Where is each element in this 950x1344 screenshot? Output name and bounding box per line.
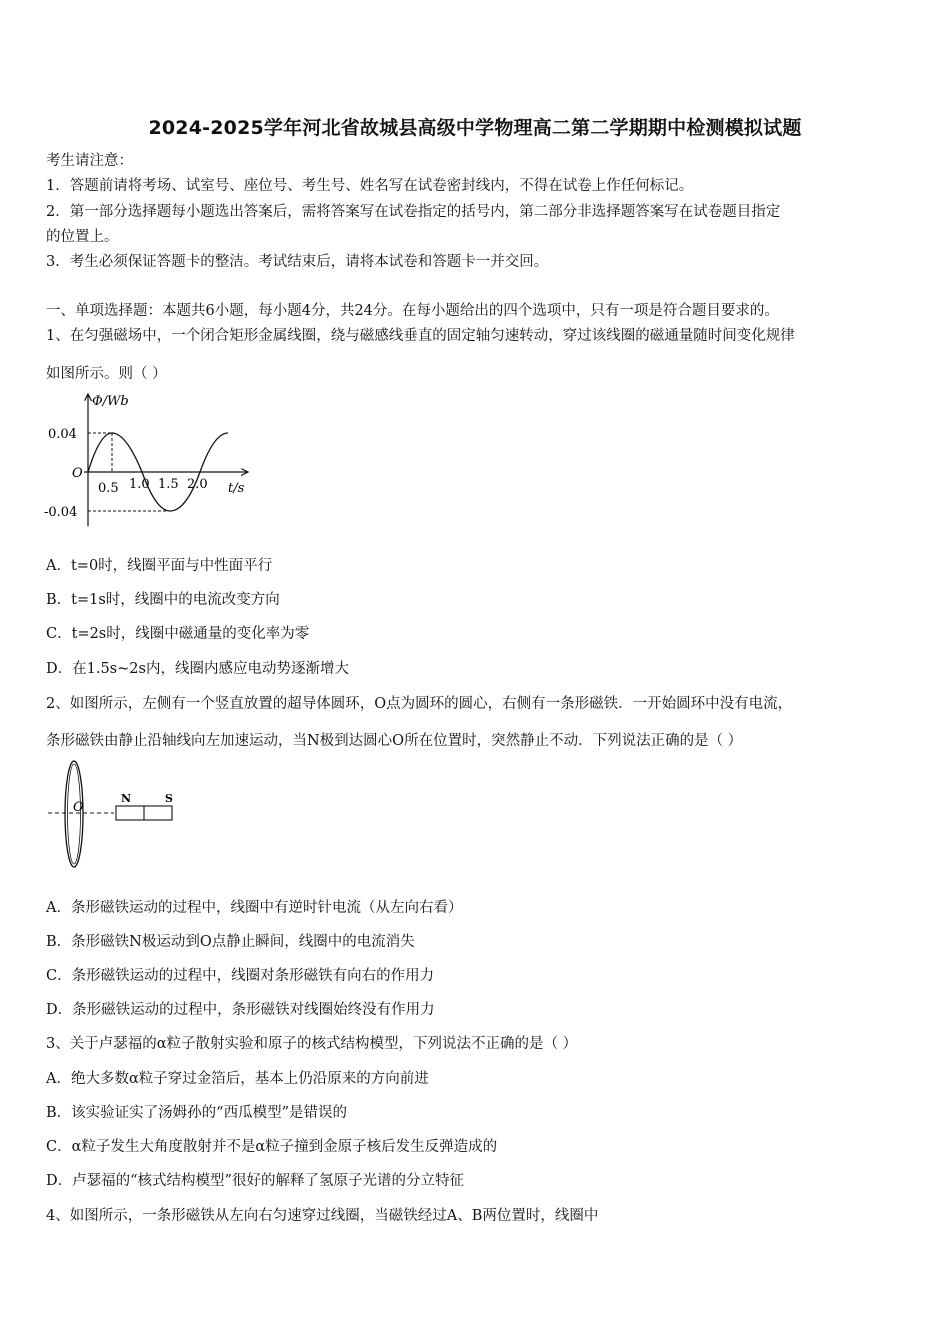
ring-magnet-figure [44,758,184,873]
x-tick-label: 0.5 [98,481,119,496]
notice-heading: 考生请注意： [46,153,133,169]
option-b: B．t=1s时，线圈中的电流改变方向 [46,592,280,608]
notice-item: 1．答题前请将考场、试室号、座位号、考生号、姓名写在试卷密封线内，不得在试卷上作任何标记。 [46,178,694,194]
y-axis-label: Φ/Wb [92,394,129,409]
flux-time-graph [40,388,255,530]
origin-label: O [72,466,83,481]
x-axis-label: t/s [228,481,245,496]
question-2-stem: 2、如图所示，左侧有一个竖直放置的超导体圆环，O点为圆环的圆心，右侧有一条形磁铁．一开始圆环中没有电流， [46,696,793,712]
option-a: A．条形磁铁运动的过程中，线圈中有逆时针电流（从左向右看） [46,900,463,916]
notice-item: 的位置上。 [46,229,119,245]
question-4-stem: 4、如图所示，一条形磁铁从左向右匀速穿过线圈，当磁铁经过A、B两位置时，线圈中 [46,1208,599,1224]
notice-item: 2．第一部分选择题每小题选出答案后，需将答案写在试卷指定的括号内，第二部分非选择题答案写在试卷题目指定 [46,204,781,220]
x-tick-label: 1.5 [158,477,179,492]
notice-item: 3．考生必须保证答题卡的整洁。考试结束后，请将本试卷和答题卡一并交回。 [46,254,549,270]
y-tick-label: 0.04 [48,427,77,442]
question-1-stem: 1、在匀强磁场中，一个闭合矩形金属线圈，绕与磁感线垂直的固定轴匀速转动，穿过该线圈的磁通量随时间变化规律 [46,328,795,344]
x-tick-label: 1.0 [129,477,150,492]
y-tick-label: -0.04 [44,505,78,520]
option-d: D．卢瑟福的“核式结构模型”很好的解释了氢原子光谱的分立特征 [46,1173,464,1189]
option-b: B．该实验证实了汤姆孙的“西瓜模型”是错误的 [46,1105,347,1121]
option-c: C．t=2s时，线圈中磁通量的变化率为零 [46,626,310,642]
option-c: C．条形磁铁运动的过程中，线圈对条形磁铁有向右的作用力 [46,968,435,984]
question-3-stem: 3、关于卢瑟福的α粒子散射实验和原子的核式结构模型，下列说法不正确的是（ ） [46,1036,578,1052]
north-pole-label: N [121,792,132,805]
option-d: D．条形磁铁运动的过程中，条形磁铁对线圈始终没有作用力 [46,1002,435,1018]
section-heading: 一、单项选择题：本题共6小题，每小题4分，共24分。在每小题给出的四个选项中，只有一项是符合题目要求的。 [46,303,779,319]
question-1-stem: 如图所示。则（ ） [46,366,167,382]
question-2-stem: 条形磁铁由静止沿轴线向左加速运动，当N极到达圆心O所在位置时，突然静止不动．下列说法正确的是（ ） [46,733,743,749]
south-pole-label: S [165,792,173,805]
page-title: 2024-2025学年河北省故城县高级中学物理高二第二学期期中检测模拟试题 [148,117,802,139]
center-label: O [73,800,84,815]
option-a: A．绝大多数α粒子穿过金箔后，基本上仍沿原来的方向前进 [46,1071,429,1087]
option-b: B．条形磁铁N极运动到O点静止瞬间，线圈中的电流消失 [46,934,415,950]
x-tick-label: 2.0 [187,477,208,492]
option-c: C．α粒子发生大角度散射并不是α粒子撞到金原子核后发生反弹造成的 [46,1139,498,1155]
option-a: A．t=0时，线圈平面与中性面平行 [46,558,273,574]
option-d: D．在1.5s~2s内，线圈内感应电动势逐渐增大 [46,661,349,677]
